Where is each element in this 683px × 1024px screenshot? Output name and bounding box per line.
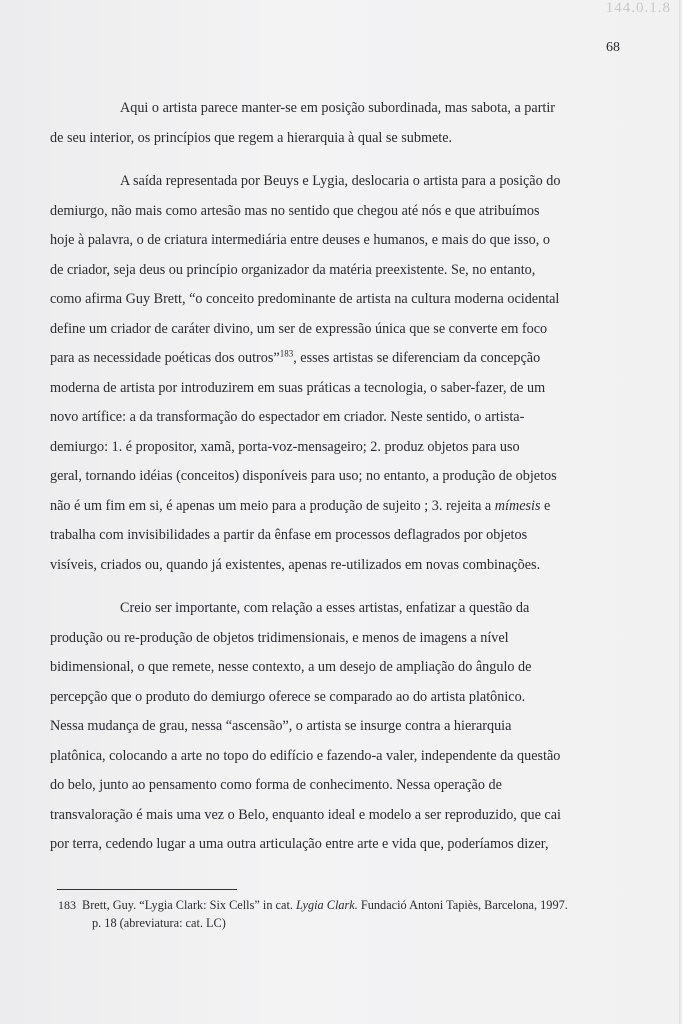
paragraph-1 — [50, 94, 578, 153]
page-edge — [679, 0, 683, 1024]
text-line: Aqui o artista parece manter-se em posição subordinada, mas sabota, a partir — [120, 100, 556, 116]
text-line: de seu interior, os princípios que regem a hierarquia à qual se submete. — [50, 129, 453, 146]
footnote-text: Fundació Antoni Tapiès, Barcelona, 1997. — [357, 898, 568, 912]
text-line: Nessa mudança de grau, nessa “ascensão”, o artista se insurge contra a hierarquia — [50, 718, 512, 734]
text-line: platônica, colocando a arte no topo do edifício e fazendo-a valer, independente da questão — [50, 747, 561, 764]
page-number: 68 — [606, 40, 620, 55]
footnote-reference[interactable]: 183 — [279, 348, 294, 359]
text-segment: não é um fim em si, é apenas um meio para a produção de sujeito ; 3. rejeita a — [50, 497, 495, 514]
text-segment: e — [540, 497, 551, 514]
text-line: transvaloração é mais uma vez o Belo, enquanto ideal e modelo a ser reproduzido, que cai — [50, 806, 561, 823]
text-line: visíveis, criados ou, quando já existentes, apenas re-utilizados em novas combinações. — [50, 556, 541, 573]
text-line: trabalha com invisibilidades a partir da ênfase em processos deflagrados por objetos — [50, 527, 528, 543]
text-line: define um criador de caráter divino, um ser de expressão única que se converte em foco — [50, 320, 548, 337]
text-line: demiurgo: 1. é propositor, xamã, porta-voz-mensageiro; 2. produz objetos para uso — [50, 438, 520, 455]
text-line: do belo, junto ao pensamento como forma de conhecimento. Nessa operação de — [50, 777, 502, 793]
text-line: moderna de artista por introduzirem em suas práticas a tecnologia, o saber-fazer, de um — [50, 379, 546, 396]
text-line: percepção que o produto do demiurgo oferece se comparado ao do artista platônico. — [50, 688, 526, 705]
text-line: demiurgo, não mais como artesão mas no sentido que chegou até nós e que atribuímos — [50, 202, 540, 219]
text-line: por terra, cedendo lugar a uma outra articulação entre arte e vida que, poderíamos dizer, — [50, 836, 549, 852]
text-line — [50, 344, 578, 374]
text-line: A saída representada por Beuys e Lygia, deslocaria o artista para a posição do — [120, 173, 561, 189]
body-text — [50, 94, 578, 860]
footnote-title: Lygia Clark. — [296, 898, 358, 912]
footnote — [58, 896, 578, 932]
text-line: Creio ser importante, com relação a esses artistas, enfatizar a questão da — [120, 600, 530, 616]
text-line — [50, 492, 578, 522]
text-line: produção ou re-produção de objetos tridimensionais, e menos de imagens a nível — [50, 629, 509, 646]
footnote-divider — [57, 889, 237, 890]
paragraph-3 — [50, 594, 578, 860]
text-segment: para as necessidade poéticas dos outros” — [50, 350, 280, 366]
text-line: geral, tornando idéias (conceitos) disponíveis para uso; no entanto, a produção de objetos — [50, 468, 557, 484]
footnote-text: Brett, Guy. “Lygia Clark: Six Cells” in cat. — [82, 898, 297, 912]
footnote-line — [58, 896, 578, 914]
archive-stamp: 144.0.1.8 — [605, 0, 671, 16]
text-segment: , esses artistas se diferenciam da concepção — [293, 350, 541, 366]
text-line: de criador, seja deus ou princípio organizador da matéria preexistente. Se, no entanto, — [50, 261, 536, 278]
paragraph-2 — [50, 167, 578, 580]
text-line: hoje à palavra, o de criatura intermediária entre deuses e humanos, e mais do que isso, o — [50, 232, 550, 248]
italic-term: mímesis — [494, 497, 541, 514]
footnote-number: 183 — [58, 898, 76, 912]
footnote-line: p. 18 (abreviatura: cat. LC) — [92, 916, 226, 930]
text-line: novo artífice: a da transformação do espectador em criador. Neste sentido, o artista- — [50, 409, 525, 425]
text-line: como afirma Guy Brett, “o conceito predominante de artista na cultura moderna ocidental — [50, 291, 560, 307]
text-line: bidimensional, o que remete, nesse contexto, a um desejo de ampliação do ângulo de — [50, 659, 532, 675]
